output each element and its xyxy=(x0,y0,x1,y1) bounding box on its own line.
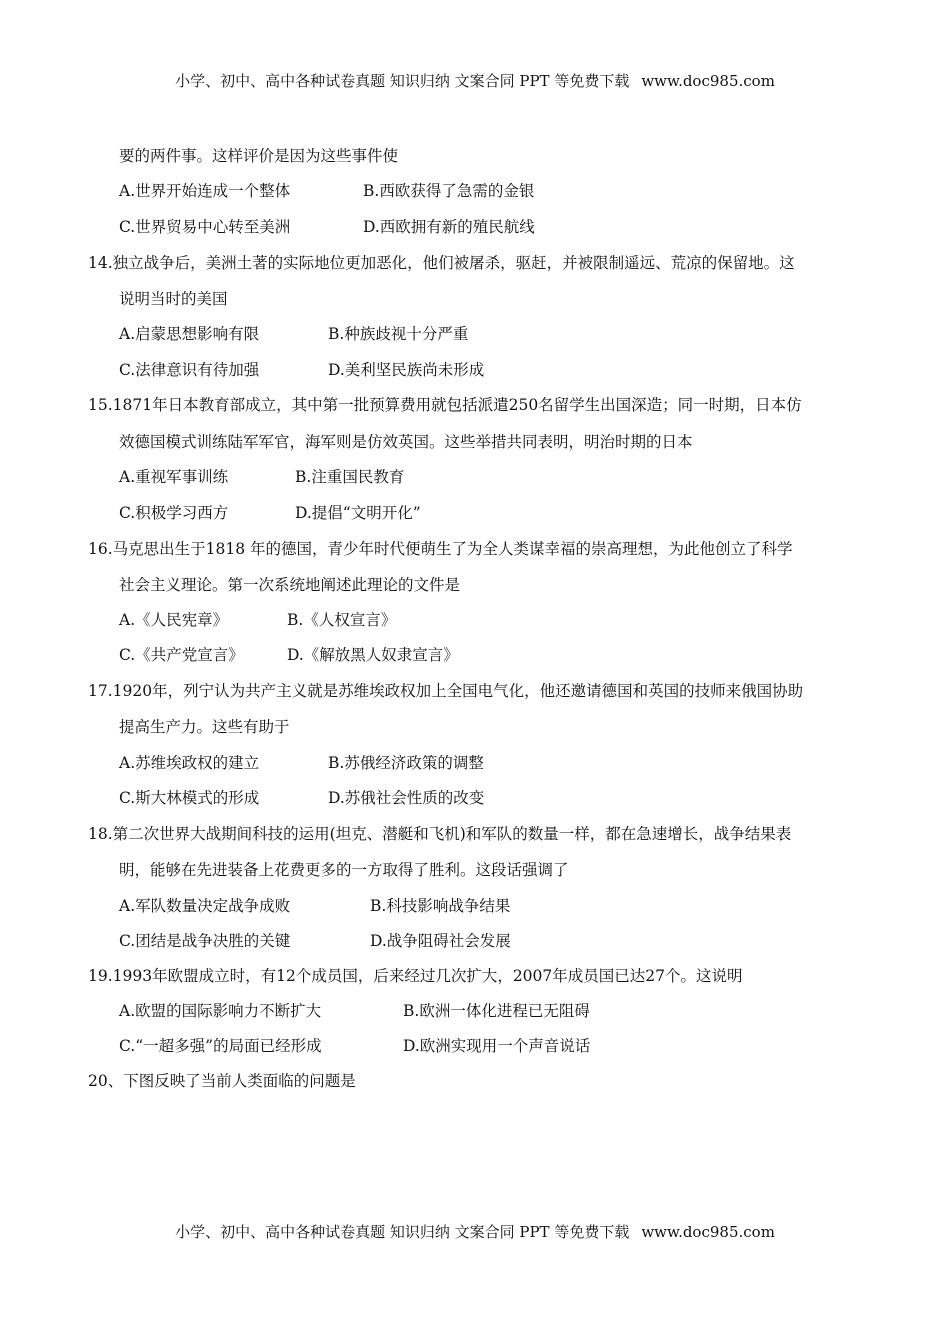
q16-option-b: B.《人权宣言》 xyxy=(287,611,397,629)
q17-stem-line1: 17.1920年，列宁认为共产主义就是苏维埃政权加上全国电气化，他还邀请德国和英国的技师来俄国协助 xyxy=(88,682,804,700)
q15-stem-line2: 效德国模式训练陆军军官，海军则是仿效英国。这些举措共同表明，明治时期的日本 xyxy=(119,433,693,451)
q19-stem-line1: 19.1993年欧盟成立时，有12个成员国，后来经过几次扩大，2007年成员国已达27个。这说明 xyxy=(88,967,743,985)
q18-option-a: A.军队数量决定战争成败 xyxy=(119,897,291,915)
q13-stem: 要的两件事。这样评价是因为这些事件使 xyxy=(119,147,399,165)
q17-option-c: C.斯大林模式的形成 xyxy=(119,789,260,807)
q14-option-b: B.种族歧视十分严重 xyxy=(328,325,469,343)
q16-option-c: C.《共产党宣言》 xyxy=(119,646,244,664)
q18-option-b: B.科技影响战争结果 xyxy=(370,897,511,915)
q14-stem-line1: 14.独立战争后，美洲土著的实际地位更加恶化，他们被屠杀，驱赶，并被限制遥远、荒凉的保留地。这 xyxy=(88,254,795,272)
q16-option-d: D.《解放黑人奴隶宣言》 xyxy=(287,646,459,664)
q14-option-c: C.法律意识有待加强 xyxy=(119,361,260,379)
q18-stem-line2: 明，能够在先进装备上花费更多的一方取得了胜利。这段话强调了 xyxy=(119,861,569,879)
q14-option-d: D.美利坚民族尚未形成 xyxy=(328,361,485,379)
header-text: 小学、初中、高中各种试卷真题 知识归纳 文案合同 PPT 等免费下载 xyxy=(175,72,630,90)
page-footer xyxy=(0,1221,950,1242)
q15-option-c: C.积极学习西方 xyxy=(119,504,229,522)
q19-option-b: B.欧洲一体化进程已无阻碍 xyxy=(403,1002,590,1020)
q17-option-d: D.苏俄社会性质的改变 xyxy=(328,789,485,807)
footer-url: www.doc985.com xyxy=(641,1223,775,1241)
q17-option-a: A.苏维埃政权的建立 xyxy=(119,754,260,772)
q16-stem-line2: 社会主义理论。第一次系统地阐述此理论的文件是 xyxy=(119,576,461,594)
q17-stem-line2: 提高生产力。这些有助于 xyxy=(119,718,290,736)
page-header xyxy=(0,70,950,91)
footer-text: 小学、初中、高中各种试卷真题 知识归纳 文案合同 PPT 等免费下载 xyxy=(175,1223,630,1241)
q15-option-b: B.注重国民教育 xyxy=(295,468,405,486)
q13-option-b: B.西欧获得了急需的金银 xyxy=(363,182,535,200)
q14-option-a: A.启蒙思想影响有限 xyxy=(119,325,260,343)
q19-option-d: D.欧洲实现用一个声音说话 xyxy=(403,1037,591,1055)
q14-stem-line2: 说明当时的美国 xyxy=(119,290,228,308)
q15-option-a: A.重视军事训练 xyxy=(119,468,229,486)
q18-option-d: D.战争阻碍社会发展 xyxy=(370,932,511,950)
header-url: www.doc985.com xyxy=(641,72,775,90)
q19-option-c: C.“一超多强”的局面已经形成 xyxy=(119,1037,322,1055)
q17-option-b: B.苏俄经济政策的调整 xyxy=(328,754,484,772)
q18-option-c: C.团结是战争决胜的关键 xyxy=(119,932,291,950)
q20-stem-line1: 20、下图反映了当前人类面临的问题是 xyxy=(88,1072,356,1090)
q15-option-d: D.提倡“文明开化” xyxy=(295,504,421,522)
q16-stem-line1: 16.马克思出生于1818 年的德国，青少年时代便萌生了为全人类谋幸福的崇高理想，为此他创立了科学 xyxy=(88,540,793,558)
q16-option-a: A.《人民宪章》 xyxy=(119,611,229,629)
q18-stem-line1: 18.第二次世界大战期间科技的运用(坦克、潜艇和飞机)和军队的数量一样，都在急速增长，战争结果表 xyxy=(88,825,792,843)
q19-option-a: A.欧盟的国际影响力不断扩大 xyxy=(119,1002,322,1020)
q15-stem-line1: 15.1871年日本教育部成立，其中第一批预算费用就包括派遣250名留学生出国深造；同一时期，日本仿 xyxy=(88,396,802,414)
q13-option-a: A.世界开始连成一个整体 xyxy=(119,182,291,200)
q13-option-c: C.世界贸易中心转至美洲 xyxy=(119,218,291,236)
q13-option-d: D.西欧拥有新的殖民航线 xyxy=(363,218,535,236)
